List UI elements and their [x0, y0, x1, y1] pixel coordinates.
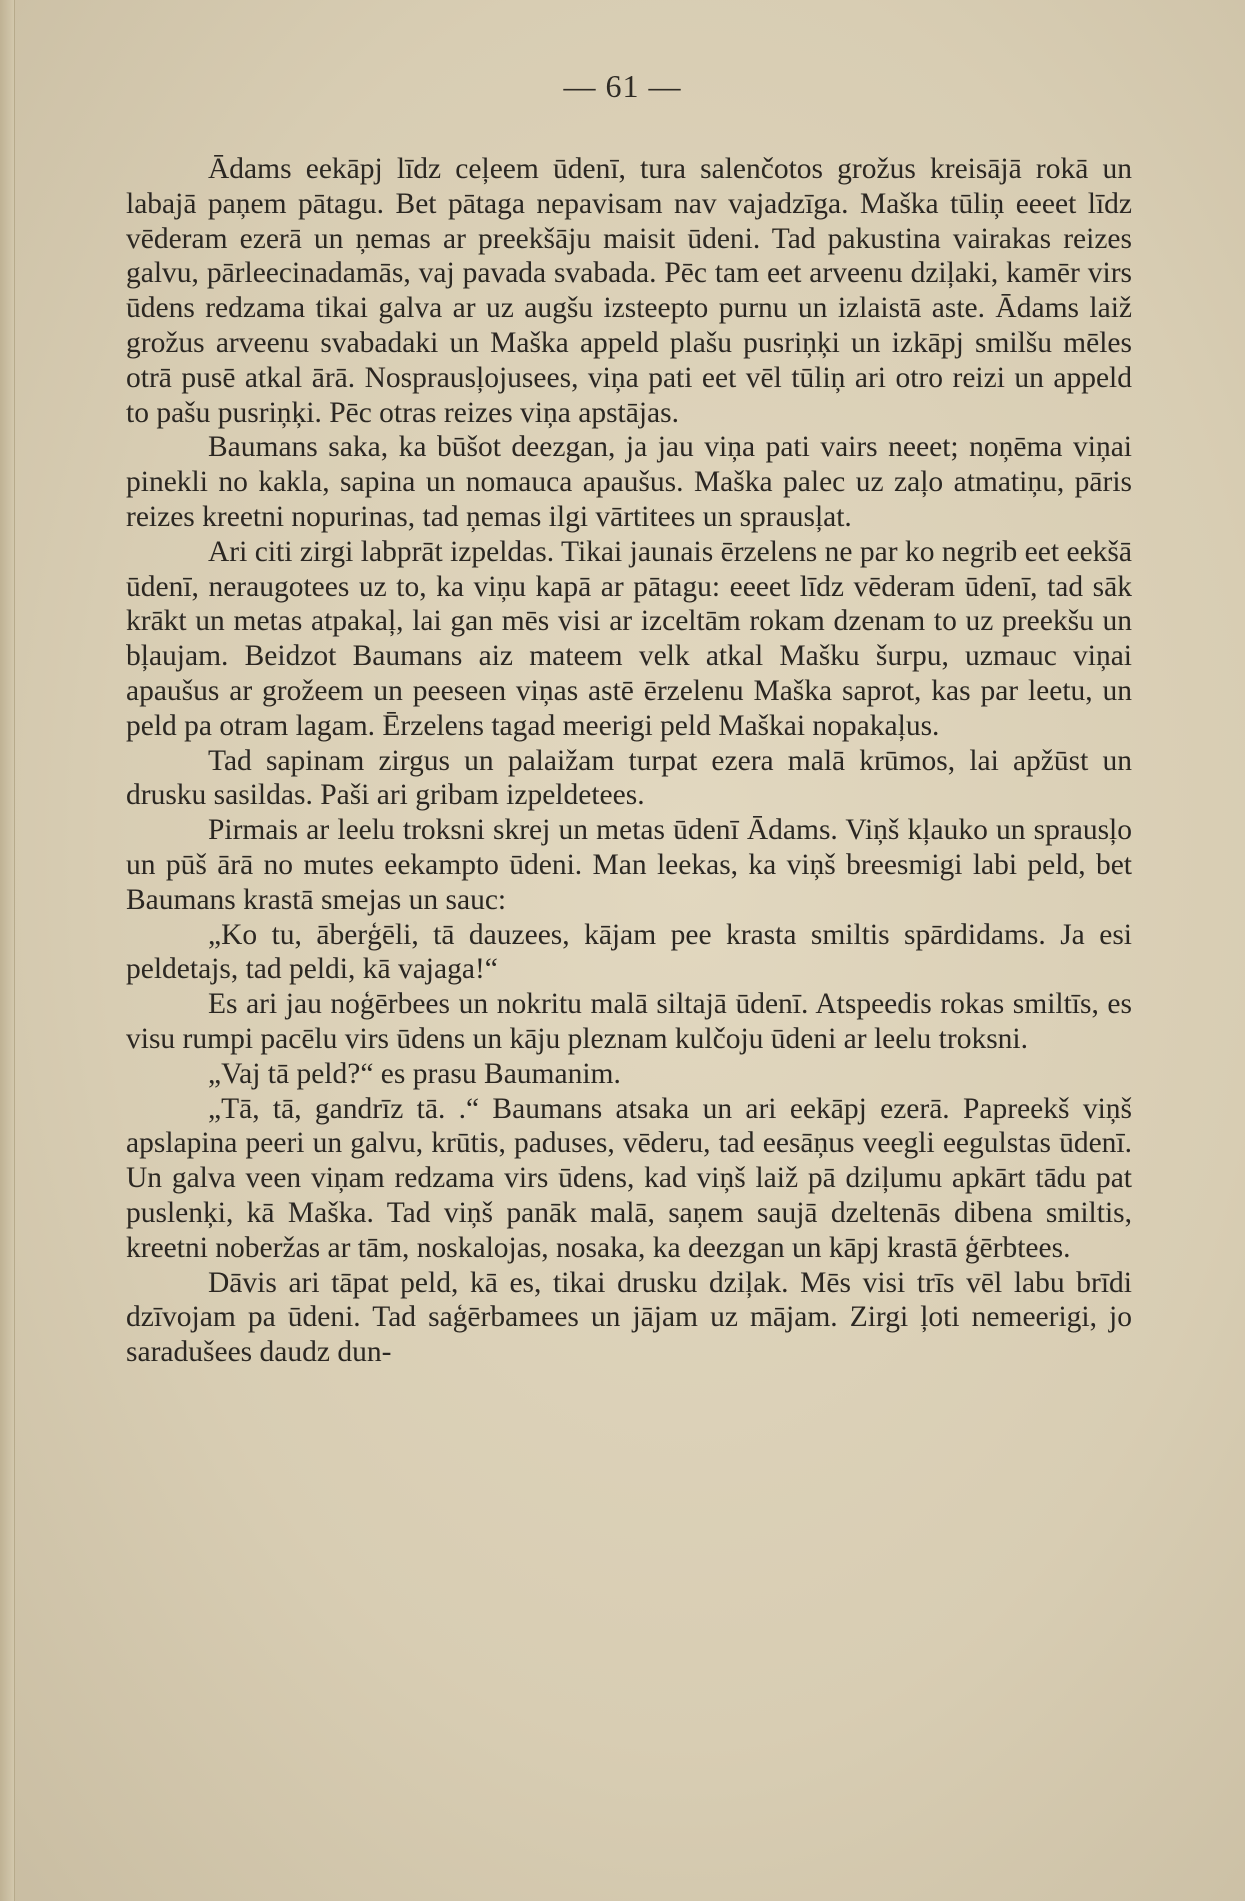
paragraph: Tad sapinam zirgus un palaižam turpat ezera malā krūmos, lai apžūst un drusku sasildas. Paši ari gribam izpeldetees.: [126, 744, 1132, 812]
paragraph: Dāvis ari tāpat peld, kā es, tikai drusku dziļak. Mēs visi trīs vēl labu brīdi dzīvojam pa ūdeni. Tad saģērbamees un jājam uz mājam. Zirgi ļoti nemeerigi, jo saradušees daudz dun-: [126, 1266, 1132, 1369]
paragraph: „Tā, tā, gandrīz tā. .“ Baumans atsaka un ari eekāpj ezerā. Papreekš viņš apslapina peeri un galvu, krūtis, paduses, vēderu, tad eesāņus veegli eegulstas ūdenī. Un galva veen viņam redzama virs ūdens, kad viņš laiž pā dziļumu apkārt tādu pat puslenķi, kā Maška. Tad viņš panāk malā, saņem saujā dzeltenās dibena smiltis, kreetni noberžas ar tām, noskalojas, nosaka, ka deezgan un kāpj krastā ģērbtees.: [126, 1092, 1132, 1264]
paragraph: Pirmais ar leelu troksni skrej un metas ūdenī Ādams. Viņš kļauko un sprausļo un pūš ārā no mutes eekampto ūdeni. Man leekas, ka viņš breesmigi labi peld, bet Baumans krastā smejas un sauc:: [126, 814, 1132, 916]
paragraph: „Ko tu, āberģēli, tā dauzees, kājam pee krasta smiltis spārdidams. Ja esi peldetajs, tad peldi, kā vajaga!“: [126, 918, 1132, 986]
paragraph: Baumans saka, ka būšot deezgan, ja jau viņa pati vairs neeet; noņēma viņai pinekli no kakla, sapina un nomauca apaušus. Maška palec uz zaļo atmatiņu, pāris reizes kreetni nopurinas, tad ņemas ilgi vārtitees un sprausļat.: [126, 431, 1132, 533]
paragraph: Es ari jau noģērbees un nokritu malā siltajā ūdenī. Atspeedis rokas smiltīs, es visu rumpi pacēlu virs ūdens un kāju pleznam kulčoju ūdeni ar leelu troksni.: [126, 988, 1132, 1055]
page-number: — 61 —: [563, 68, 682, 104]
body-text: [126, 152, 1132, 1370]
page-binding-edge: [0, 0, 15, 1901]
paragraph: „Vaj tā peld?“ es prasu Baumanim.: [208, 1057, 621, 1090]
paragraph: Ari citi zirgi labprāt izpeldas. Tikai jaunais ērzelens ne par ko negrib eet eekšā ūdenī, neraugotees uz to, ka viņu kapā ar pātagu: eeeet līdz vēderam ūdenī, tad sāk krākt un metas atpakaļ, lai gan mēs visi ar izceltām rokam dzenam to uz preekšu un bļaujam. Beidzot Baumans aiz mateem velk atkal Mašku šurpu, uzmauc viņai apaušus ar grožeem un peeseen viņas astē ērzelenu Maška saprot, kas par leetu, un peld pa otram lagam. Ērzelens tagad meerigi peld Maškai nopakaļus.: [126, 535, 1132, 742]
paragraph: Ādams eekāpj līdz ceļeem ūdenī, tura salenčotos grožus kreisājā rokā un labajā paņem pātagu. Bet pātaga nepavisam nav vajadzīga. Maška tūliņ eeeet līdz vēderam ezerā un ņemas ar preekšāju maisit ūdeni. Tad pakustina vairakas reizes galvu, pārleecinadamās, vaj pavada svabada. Pēc tam eet arveenu dziļaki, kamēr virs ūdens redzama tikai galva ar uz augšu izsteepto purnu un izlaistā aste. Ādams laiž grožus arveenu svabadaki un Maška appeld plašu pusriņķi un izkāpj smilšu mēles otrā pusē atkal ārā. Nosprausļojusees, viņa pati eet vēl tūliņ ari otro reizi un appeld to pašu pusriņķi. Pēc otras reizes viņa apstājas.: [126, 153, 1132, 429]
